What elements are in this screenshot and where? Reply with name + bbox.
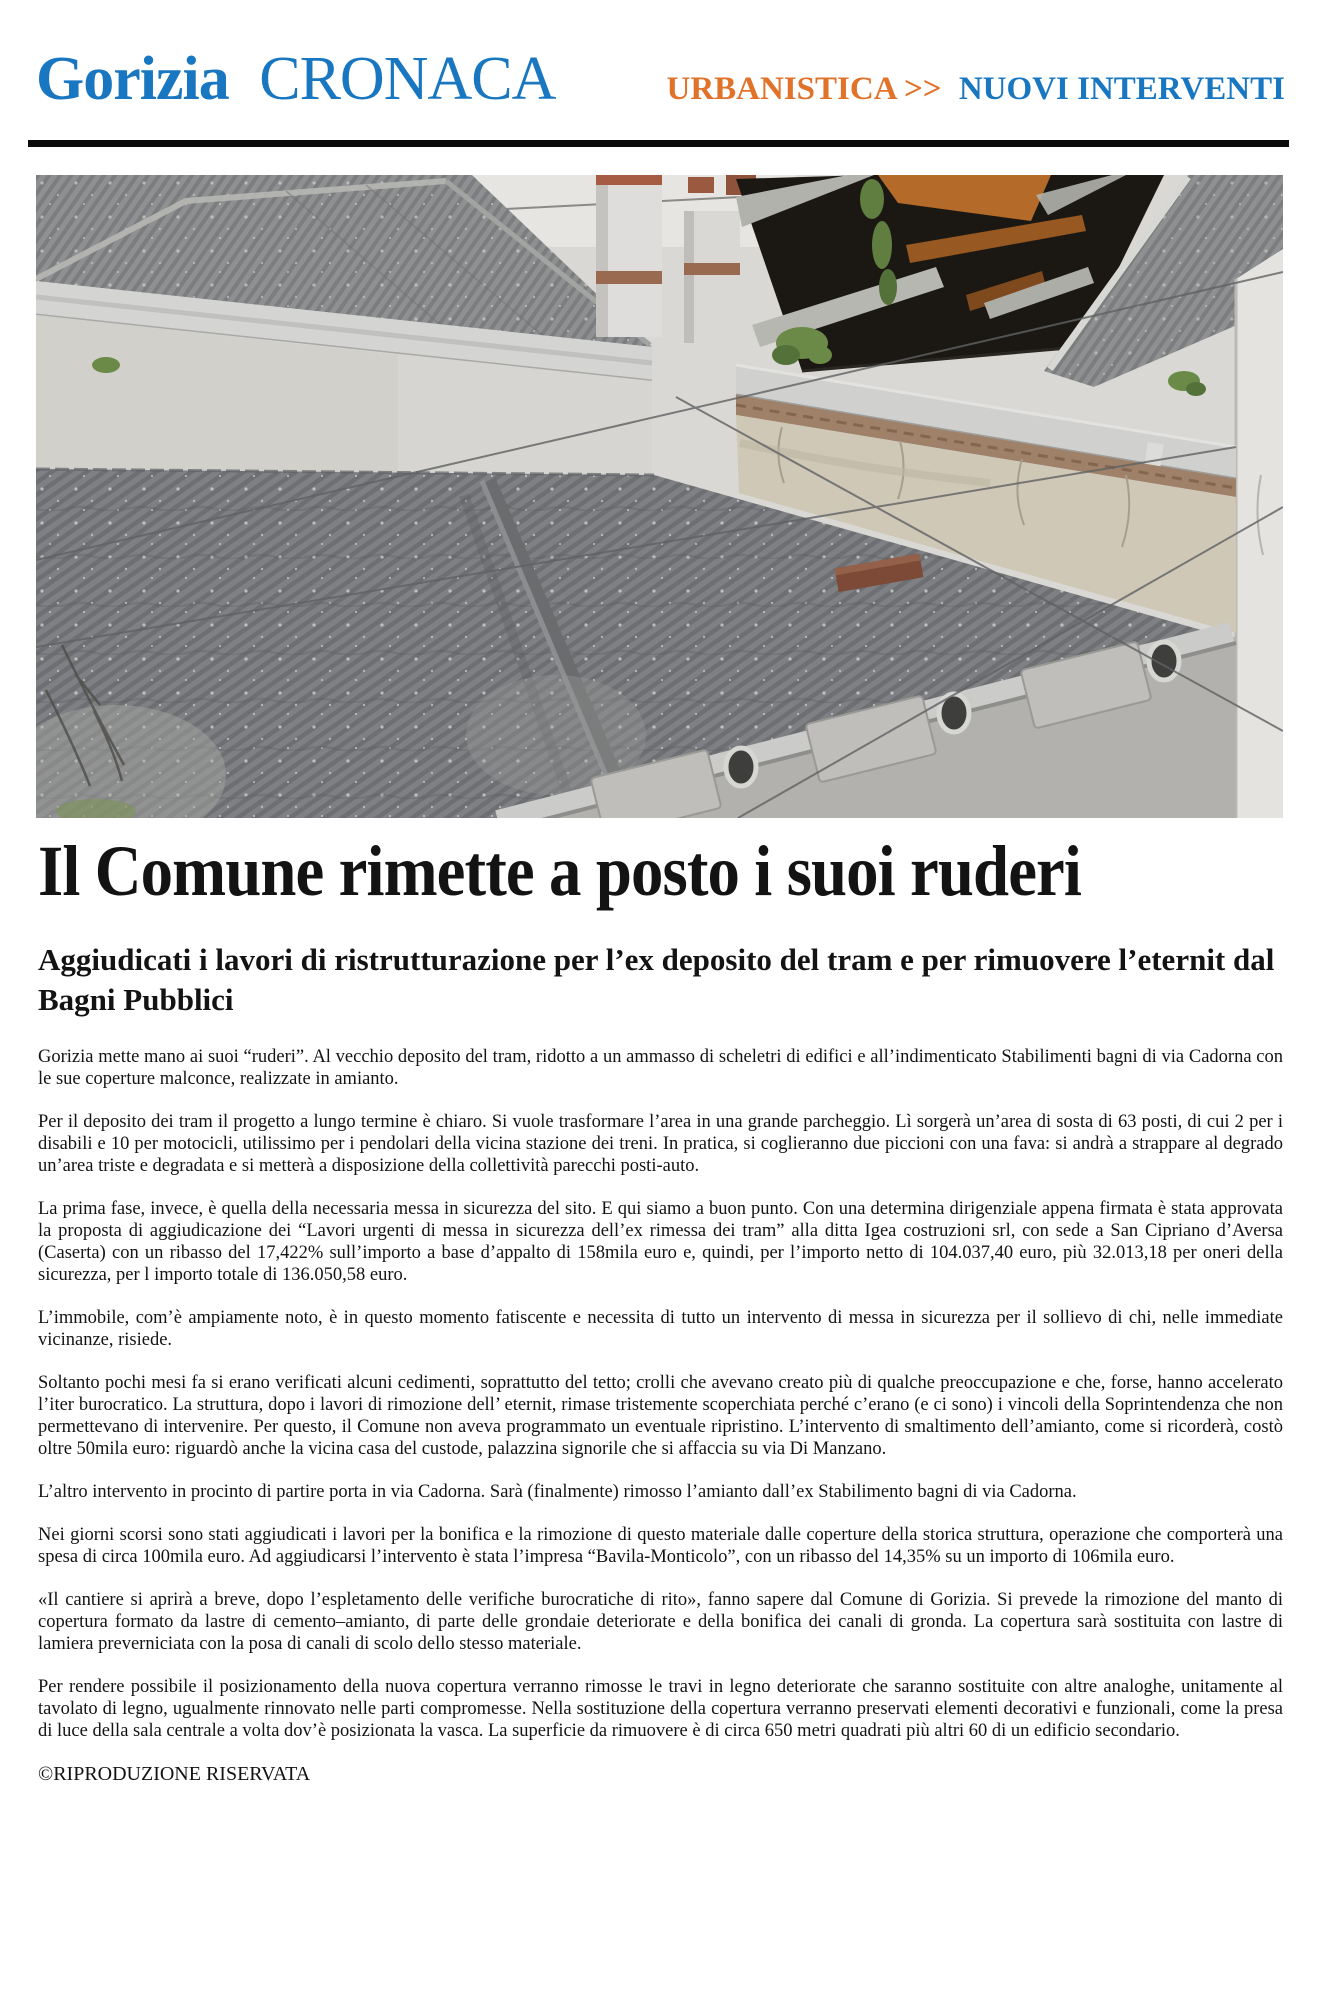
masthead-city: Gorizia	[36, 45, 229, 113]
masthead	[36, 44, 1285, 115]
article-paragraph: Per rendere possibile il posizionamento della nuova copertura verranno rimosse le travi in legno deteriorate che saranno sostituite con altre analoghe, unitamente al tavolato di legno, ugualmente rinnovato nelle parti compromesse. Nella sostituzione della copertura verranno preservati elementi decorativi e funzionali, come la presa di luce della sala centrale a volta dov’è posizionata la vasca. La superficie da rimuovere è di circa 650 metri quadrati più altri 60 di un edificio secondario.	[38, 1677, 1283, 1741]
article-headline-text: Il Comune rimette a posto i suoi ruderi	[38, 831, 1082, 911]
article-paragraph: Soltanto pochi mesi fa si erano verificati alcuni cedimenti, soprattutto del tetto; crolli che avevano creato più di qualche preoccupazione e che, forse, hanno accelerato l’iter burocratico. La struttura, dopo i lavori di rimozione dell’ eternit, rimase tristemente scoperchiata perché c’erano (e ci sono) i vincoli della Soprintendenza che non permettevano di intervenire. Per questo, il Comune non aveva programmato un eventuale ripristino. L’intervento di smaltimento dell’amianto, come si ricorderà, costò oltre 50mila euro: riguardò anche la vicina casa del custode, palazzina signorile che si affaccia su via Di Manzano.	[38, 1373, 1283, 1459]
article-headline	[38, 832, 1283, 911]
masthead-divider-rule	[28, 140, 1289, 147]
article-paragraph: L’altro intervento in procinto di partire porta in via Cadorna. Sarà (finalmente) rimosso l’amianto dall’ex Stabilimento bagni di via Cadorna.	[38, 1482, 1077, 1502]
article-paragraph: Per il deposito dei tram il progetto a lungo termine è chiaro. Si vuole trasformare l’area in una grande parcheggio. Lì sorgerà un’area di sosta di 63 posti, di cui 2 per i disabili e 10 per motocicli, utilissimo per i pendolari della vicina stazione dei treni. In pratica, si coglieranno due piccioni con una fava: si andrà a strappare al degrado un’area triste e degradata e si metterà a disposizione della collettività parecchi posti-auto.	[38, 1112, 1283, 1176]
masthead-section: CRONACA	[259, 45, 556, 113]
article-paragraph: L’immobile, com’è ampiamente noto, è in questo momento fatiscente e necessita di tutto un intervento di messa in sicurezza per il sollievo di chi, nelle immediate vicinanze, risiede.	[38, 1308, 1283, 1350]
kicker-category: URBANISTICA >>	[666, 71, 942, 107]
copyright-notice: ©RIPRODUZIONE RISERVATA	[38, 1763, 311, 1785]
article-paragraph: Gorizia mette mano ai suoi “ruderi”. Al vecchio deposito del tram, ridotto a un ammasso di scheletri di edifici e all’indimenticato Stabilimenti bagni di via Cadorna con le sue coperture malconce, realizzate in amianto.	[38, 1047, 1283, 1089]
masthead-brand	[36, 44, 555, 115]
kicker-topic: NUOVI INTERVENTI	[958, 71, 1285, 107]
article-subheadline: Aggiudicati i lavori di ristrutturazione per l’ex deposito del tram e per rimuovere l’eternit dal Bagni Pubblici	[38, 942, 1275, 1018]
article-paragraph: Nei giorni scorsi sono stati aggiudicati i lavori per la bonifica e la rimozione di questo materiale dalle coperture della storica struttura, operazione che comporterà una spesa di circa 100mila euro. Ad aggiudicarsi l’intervento è stata l’impresa “Bavila-Monticolo”, con un ribasso del 14,35% su un importo di 106mila euro.	[38, 1525, 1283, 1567]
article-photo	[36, 175, 1283, 818]
article-body	[38, 1046, 1283, 1785]
rooftops-illustration	[36, 175, 1283, 818]
article-paragraph: «Il cantiere si aprirà a breve, dopo l’espletamento delle verifiche burocratiche di rito», fanno sapere dal Comune di Gorizia. Si prevede la rimozione del manto di copertura formato da lastre di cemento–amianto, di parte delle grondaie deteriorate e della bonifica dei canali di gronda. La copertura sarà sostituita con lastre di lamiera preverniciata con la posa di canali di scolo dello stesso materiale.	[38, 1590, 1283, 1654]
article-paragraph: La prima fase, invece, è quella della necessaria messa in sicurezza del sito. E qui siamo a buon punto. Con una determina dirigenziale appena firmata è stata approvata la proposta di aggiudicazione dei “Lavori urgenti di messa in sicurezza dell’ex rimessa dei tram” alla ditta Igea costruzioni srl, con sede a San Cipriano d’Aversa (Caserta) con un ribasso del 17,422% sull’importo a base d’appalto di 158mila euro e, quindi, per l’importo netto di 104.037,40 euro, più 32.013,18 per oneri della sicurezza, per l importo totale di 136.050,58 euro.	[38, 1199, 1283, 1285]
section-kicker	[667, 71, 1286, 108]
